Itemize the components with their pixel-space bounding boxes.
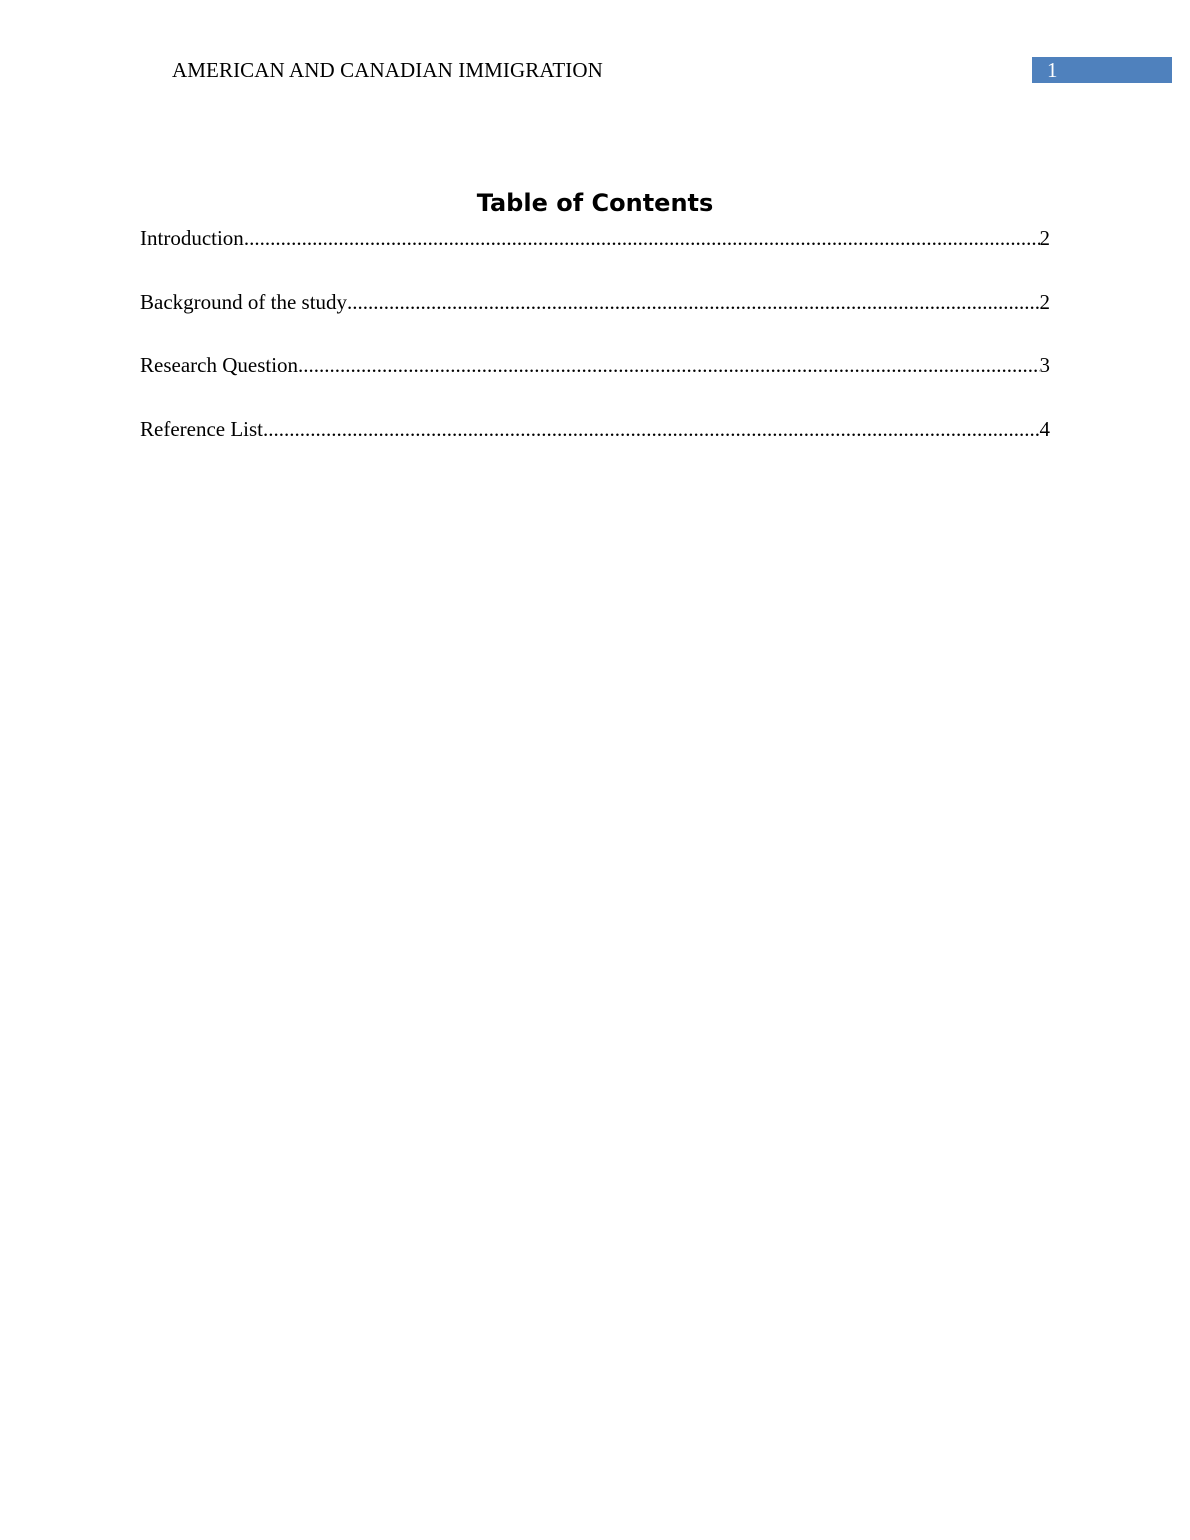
toc-entry-page: 3 [1039, 353, 1050, 377]
toc-entry-research-question[interactable] [140, 351, 1050, 415]
toc-entry-page: 2 [1039, 226, 1050, 250]
toc-entry-label: Introduction [140, 226, 244, 250]
toc-entry-background[interactable] [140, 288, 1050, 352]
toc-entry-reference-list[interactable] [140, 415, 1050, 479]
toc-entry-label: Reference List [140, 416, 264, 441]
toc-entry-label: Background of the study [140, 289, 348, 314]
page-number: 1 [1047, 58, 1058, 82]
toc-list [140, 224, 1050, 478]
toc-dot-leader [347, 288, 1039, 316]
toc-dot-leader [298, 351, 1039, 379]
toc-entry-label: Research Question [140, 353, 299, 377]
toc-entry-page: 4 [1039, 416, 1050, 441]
toc-dot-leader [244, 224, 1040, 252]
running-head: AMERICAN AND CANADIAN IMMIGRATION [172, 58, 603, 82]
toc-entry-page: 2 [1039, 289, 1050, 314]
toc-dot-leader [263, 415, 1039, 443]
toc-title: Table of Contents [476, 189, 714, 217]
toc-entry-introduction[interactable] [140, 224, 1050, 288]
page-number-box [1032, 57, 1172, 83]
